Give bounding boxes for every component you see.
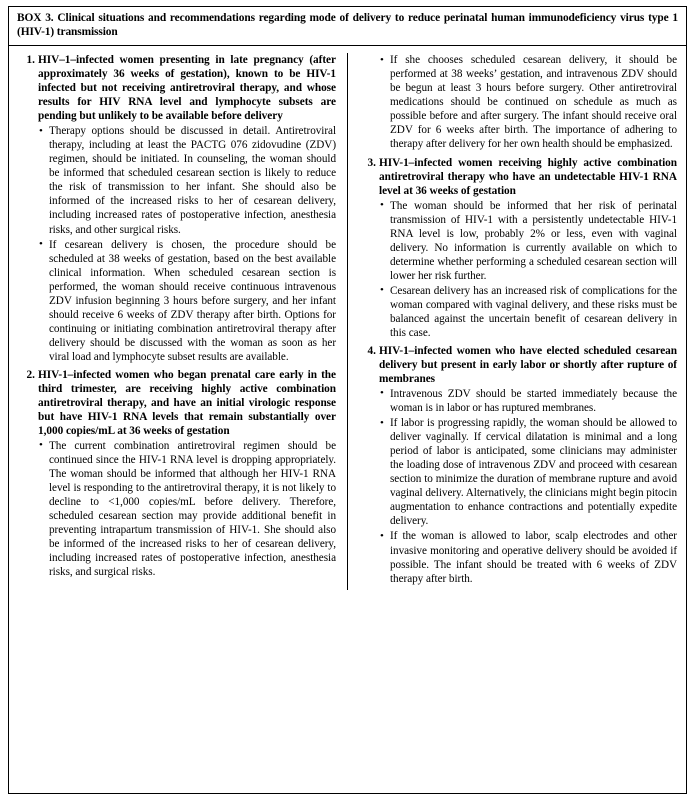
bullet-list <box>38 439 336 579</box>
bullet-icon: • <box>380 53 384 66</box>
bullet-text: The woman should be informed that her risk of perinatal transmission of HIV-1 with a persistently undetectable HIV-1 RNA level is low, probably 2% or less, even with vaginal delivery. No information is currently available on which to determine whether performing a scheduled cesarean section will lower her risk further. <box>390 199 677 282</box>
bullet-icon: • <box>380 199 384 212</box>
bullet-item <box>379 199 677 283</box>
bullet-item <box>379 53 677 151</box>
bullet-text: If cesarean delivery is chosen, the procedure should be scheduled at 38 weeks of gestation, based on the best available clinical information. When scheduled cesarean section is performed, the woman should receive continuous intravenous ZDV infusion beginning 3 hours before surgery, and her infant should receive 6 weeks of ZDV therapy after birth. Options for continuing or initiating combination antiretroviral therapy after delivery should be discussed with the woman as soon as her viral load and lymphocyte subset results are available. <box>49 238 336 363</box>
bullet-item <box>379 416 677 528</box>
bullet-icon: • <box>380 284 384 297</box>
bullet-item <box>379 387 677 415</box>
numbered-list-right <box>359 53 677 585</box>
bullet-icon: • <box>380 529 384 542</box>
bullet-icon: • <box>39 238 43 251</box>
bullet-list <box>379 199 677 340</box>
bullet-text: Cesarean delivery has an increased risk of complications for the woman compared with vaginal delivery, and these risks must be balanced against the uncertain benefit of cesarean delivery in this case. <box>390 284 677 339</box>
bullet-item <box>38 238 336 364</box>
bullet-text: If labor is progressing rapidly, the woman should be allowed to deliver vaginally. If cervical dilatation is minimal and a long period of labor is anticipated, some clinicians may administer the loading dose of intravenous ZDV and proceed with cesarean section to minimize the duration of membrane rupture and avoid vaginal delivery. Alternatively, the clinicians might begin pitocin augmentation to enhance contractions and potentially expedite delivery. <box>390 417 677 528</box>
box-container <box>8 6 687 794</box>
bullet-icon: • <box>39 124 43 137</box>
left-column <box>18 53 347 589</box>
item-heading: HIV-1–infected women who began prenatal care early in the third trimester, are receiving highly active combination antiretroviral therapy, and have an initial virologic response but have HIV-1 RNA levels that remain substantially over 1,000 copies/mL at 36 weeks of gestation <box>38 368 336 437</box>
box-title: BOX 3. Clinical situations and recommendations regarding mode of delivery to reduce perinatal human immunodeficiency virus type 1 (HIV-1) transmission <box>17 12 678 38</box>
list-item <box>18 53 336 364</box>
bullet-text: If the woman is allowed to labor, scalp electrodes and other invasive monitoring and operative delivery should be avoided if possible. The infant should be treated with 6 weeks of ZDV therapy after birth. <box>390 530 677 585</box>
bullet-item <box>38 439 336 579</box>
item-heading: HIV–1–infected women presenting in late pregnancy (after approximately 36 weeks of gestation), known to be HIV-1 infected but not receiving antiretroviral therapy, and whose results for HIV RNA level and lymphocyte subsets are pending but unlikely to be available before delivery <box>38 54 336 123</box>
list-item-continuation <box>359 53 677 151</box>
bullet-list <box>379 53 677 151</box>
bullet-icon: • <box>380 416 384 429</box>
item-number: 4. <box>367 344 376 357</box>
item-heading: HIV-1–infected women receiving highly active combination antiretroviral therapy who have an undetectable HIV-1 RNA level at 36 weeks of gestation <box>379 156 677 197</box>
bullet-item <box>38 124 336 236</box>
right-column <box>348 53 677 589</box>
item-heading: HIV-1–infected women who have elected scheduled cesarean delivery but present in early labor or shortly after rupture of membranes <box>379 344 677 385</box>
bullet-list <box>379 387 677 586</box>
list-item <box>18 368 336 579</box>
bullet-icon: • <box>380 387 384 400</box>
list-item <box>359 156 677 340</box>
item-number: 1. <box>26 54 35 67</box>
bullet-item <box>379 284 677 340</box>
list-item <box>359 344 677 586</box>
numbered-list-left <box>18 53 336 579</box>
bullet-text: Therapy options should be discussed in detail. Antiretroviral therapy, including at least the PACTG 076 zidovudine (ZDV) regimen, should be initiated. In counseling, the woman should be informed that scheduled cesarean section is likely to reduce the risk of transmission to her infant. She should also be informed of the increased risks to her of cesarean delivery, including increased rates of postoperative infection, anesthesia risks, and other surgical risks. <box>49 125 336 236</box>
bullet-item <box>379 529 677 585</box>
item-number: 3. <box>367 156 376 169</box>
bullet-text: The current combination antiretroviral regimen should be continued since the HIV-1 RNA level is dropping appropriately. The woman should be informed that although her HIV-1 RNA level is responding to the antiretroviral therapy, it is not likely to decline to <1,000 copies/mL before delivery. Therefore, scheduled cesarean section may provide additional benefit in preventing intrapartum transmission of HIV-1. She should also be informed of the increased risks to her of cesarean delivery, including increased rates of postoperative infection, anesthesia risks, and surgical risks. <box>49 439 336 579</box>
item-number: 2. <box>26 368 35 381</box>
bullet-text: Intravenous ZDV should be started immediately because the woman is in labor or has ruptured membranes. <box>390 387 677 415</box>
bullet-text: If she chooses scheduled cesarean delivery, it should be performed at 38 weeks’ gestation, and intravenous ZDV should be begun at least 3 hours before surgery. Other antiretroviral medications should be continued on schedule as much as possible before and after surgery. The infant should receive oral ZDV for 6 weeks after birth. The importance of adhering to therapy after delivery for her own health should be emphasized. <box>390 54 677 151</box>
two-column-body <box>9 46 686 595</box>
bullet-list <box>38 124 336 364</box>
bullet-icon: • <box>39 439 43 452</box>
